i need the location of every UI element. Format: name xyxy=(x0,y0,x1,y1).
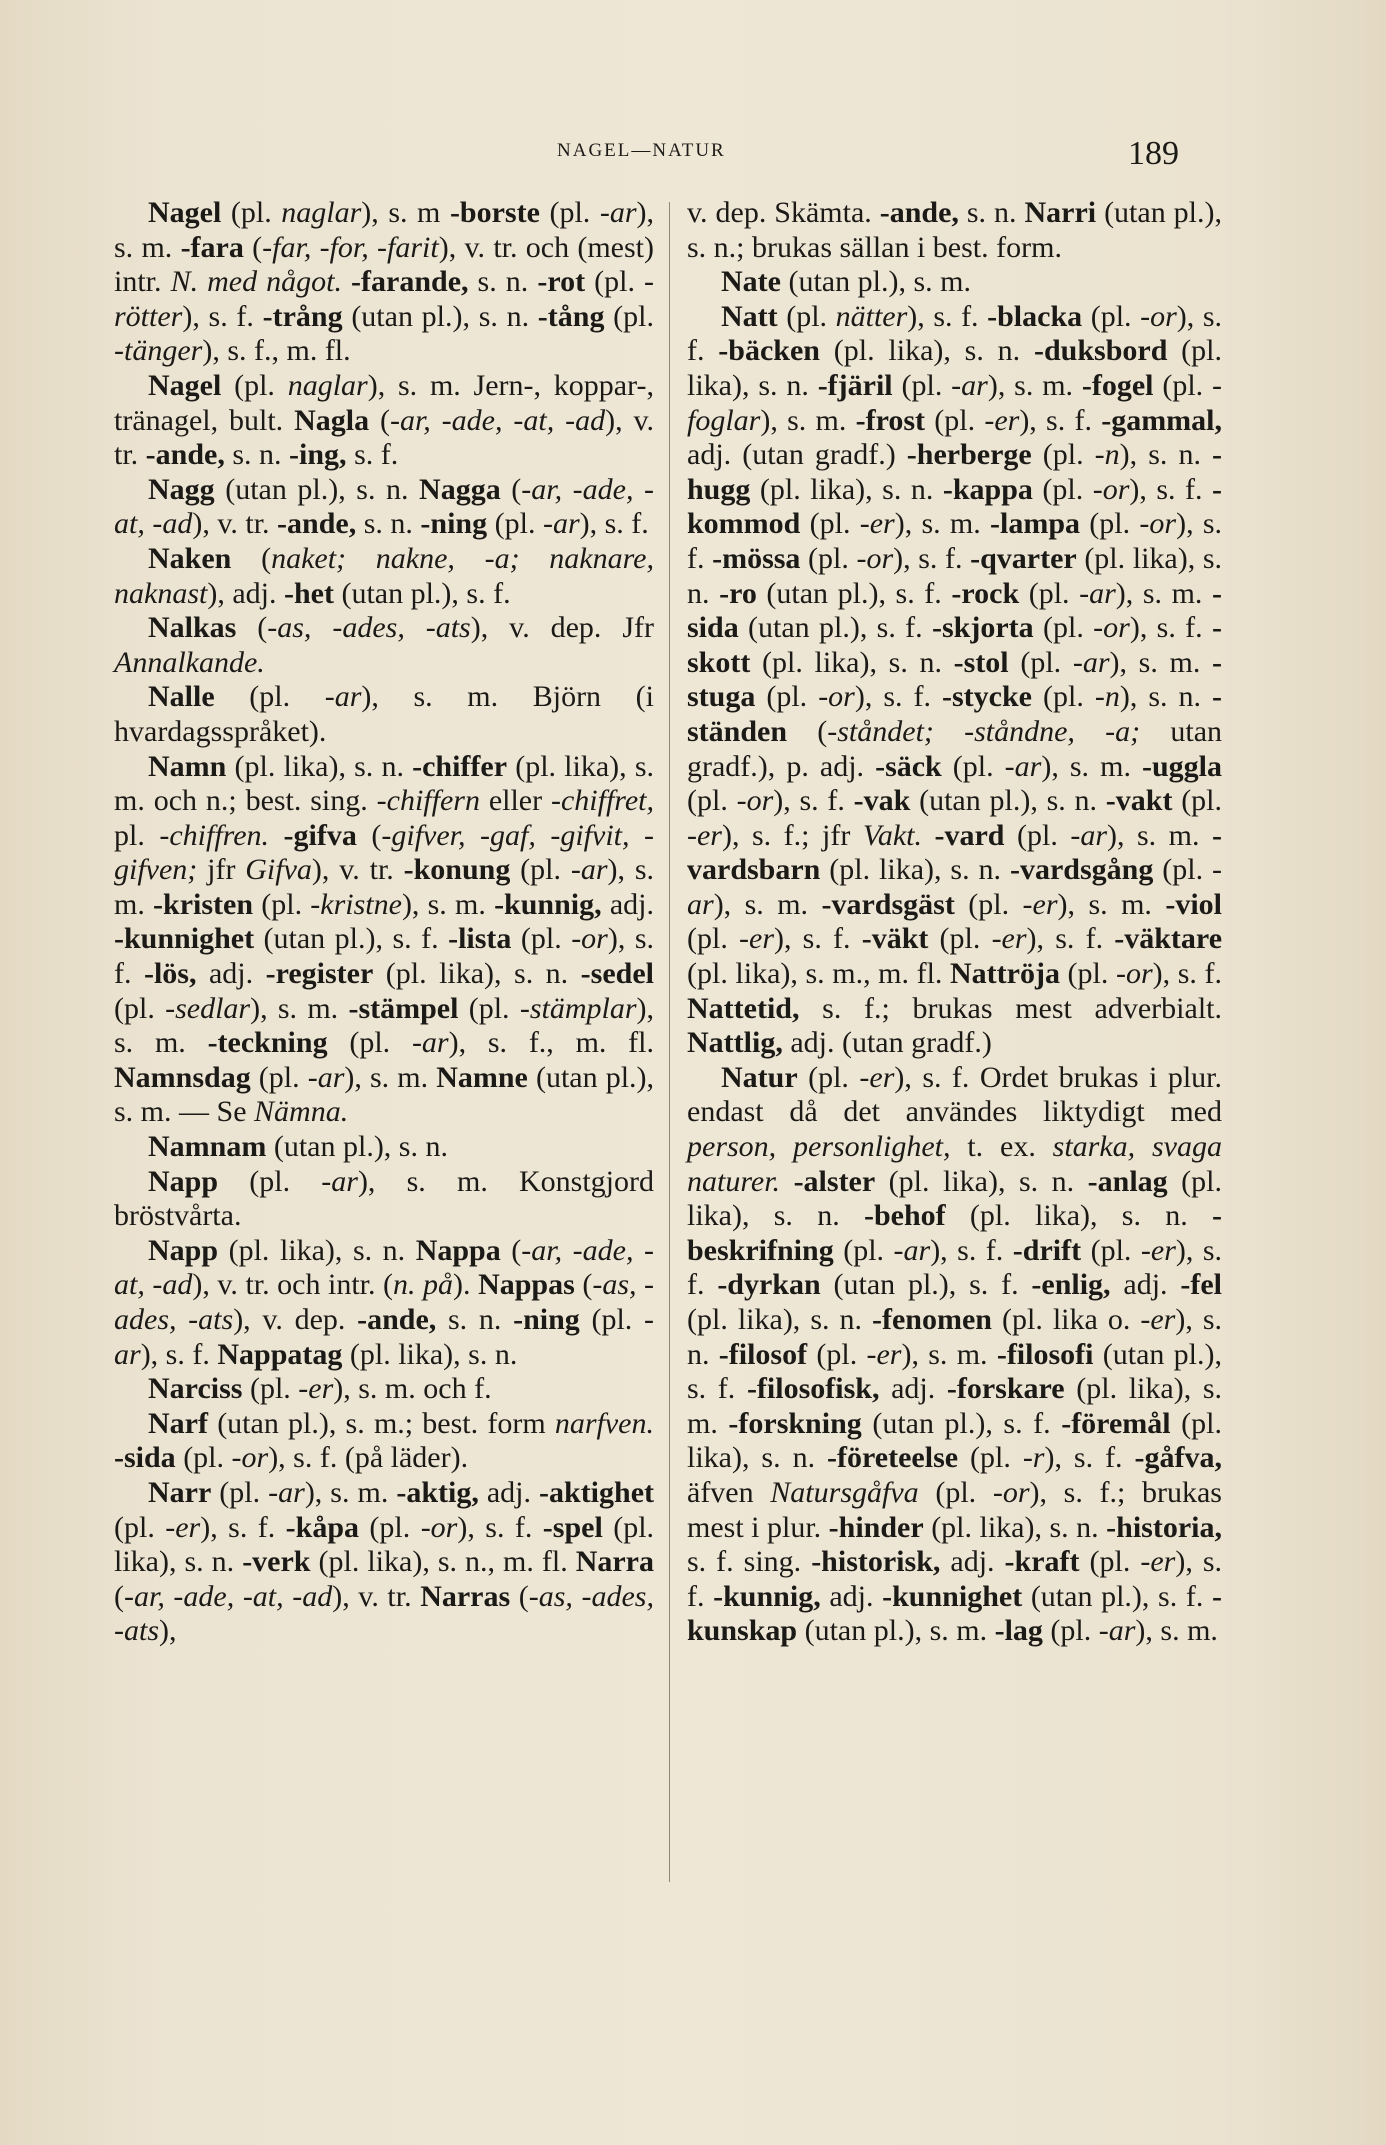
dictionary-entry: Narr (pl. -ar), s. m. -aktig, adj. -aktighet (pl. -er), s. f. -kåpa (pl. -or), s. f. -spel (pl. lika), s. n. -verk (pl. lika), s. n., m. fl. Narra (-ar, -ade, -at, -ad), v. tr. Narras (-as, -ades, -ats), xyxy=(114,1475,655,1648)
dictionary-entry: Natt (pl. nätter), s. f. -blacka (pl. -or), s. f. -bäcken (pl. lika), s. n. -duksbord (pl. lika), s. n. -fjäril (pl. -ar), s. m. -fogel (pl. -foglar), s. m. -frost (pl. -er), s. f. -gammal, adj. (utan gradf.) -herberge (pl. -n), s. n. -hugg (pl. lika), s. n. -kappa (pl. -or), s. f. -kommod (pl. -er), s. m. -lampa (pl. -or), s. f. -mössa (pl. -or), s. f. -qvarter (pl. lika), s. n. -ro (utan pl.), s. f. -rock (pl. -ar), s. m. -sida (utan pl.), s. f. -skjorta (pl. -or), s. f. -skott (pl. lika), s. n. -stol (pl. -ar), s. m. -stuga (pl. -or), s. f. -stycke (pl. -n), s. n. -ständen (-ståndet; -ståndne, -a; utan gradf.), p. adj. -säck (pl. -ar), s. m. -uggla (pl. -or), s. f. -vak (utan pl.), s. n. -vakt (pl. -er), s. f.; jfr Vakt. -vard (pl. -ar), s. m. -vardsbarn (pl. lika), s. n. -vardsgång (pl. -ar), s. m. -vardsgäst (pl. -er), s. m. -viol (pl. -er), s. f. -väkt (pl. -er), s. f. -väktare (pl. lika), s. m., m. fl. Nattröja (pl. -or), s. f. Nattetid, s. f.; brukas mest adverbialt. Nattlig, adj. (utan gradf.) xyxy=(687,299,1223,1060)
dictionary-entry: Nalkas (-as, -ades, -ats), v. dep. Jfr Annalkande. xyxy=(114,611,654,679)
dictionary-entry: Nate (utan pl.), s. m. xyxy=(721,265,971,299)
dictionary-entry: Narf (utan pl.), s. m.; best. form narfven. -sida (pl. -or), s. f. (på läder). xyxy=(114,1406,654,1475)
dictionary-entry: Nagel (pl. naglar), s. m. Jern-, koppar-, tränagel, bult. Nagla (-ar, -ade, -at, -ad), v. tr. -ande, s. n. -ing, s. f. xyxy=(114,368,655,472)
dictionary-entry: Napp (pl. -ar), s. m. Konstgjord bröstvårta. xyxy=(114,1164,655,1233)
column-divider xyxy=(669,202,670,1882)
dictionary-entry: Nagg (utan pl.), s. n. Nagga (-ar, -ade, -at, -ad), v. tr. -ande, s. n. -ning (pl. -ar), s. f. xyxy=(114,472,654,541)
dictionary-entry: Nagel (pl. naglar), s. m -borste (pl. -ar), s. m. -fara (-far, -for, -farit), v. tr. och (mest) intr. N. med något. -farande, s. n. -rot (pl. -rötter), s. f. -trång (utan pl.), s. n. -tång (pl. -tänger), s. f., m. fl. xyxy=(114,196,655,368)
dictionary-entry: v. dep. Skämta. -ande, s. n. Narri (utan pl.), s. n.; brukas sällan i best. form. xyxy=(687,196,1222,264)
dictionary-entry: Namn (pl. lika), s. n. -chiffer (pl. lika), s. m. och n.; best. sing. -chiffern eller -chiffret, pl. -chiffren. -gifva (-gifver, -gaf, -gifvit, -gifven; jfr Gifva), v. tr. -konung (pl. -ar), s. m. -kristen (pl. -kristne), s. m. -kunnig, adj. -kunnighet (utan pl.), s. f. -lista (pl. -or), s. f. -lös, adj. -register (pl. lika), s. n. -sedel (pl. -sedlar), s. m. -stämpel (pl. -stämplar), s. m. -teckning (pl. -ar), s. f., m. fl. Namnsdag (pl. -ar), s. m. Namne (utan pl.), s. m. — Se Nämna. xyxy=(114,749,655,1129)
dictionary-entry: Napp (pl. lika), s. n. Nappa (-ar, -ade, -at, -ad), v. tr. och intr. (n. på). Nappas (-as, -ades, -ats), v. dep. -ande, s. n. -ning (pl. -ar), s. f. Nappatag (pl. lika), s. n. xyxy=(114,1233,655,1371)
right-column xyxy=(687,196,1222,1649)
dictionary-entry: Nalle (pl. -ar), s. m. Björn (i hvardagsspråket). xyxy=(114,680,654,748)
page-number: 189 xyxy=(1128,135,1179,172)
running-head: NAGEL—NATUR xyxy=(557,140,726,161)
dictionary-entry: Narciss (pl. -er), s. m. och f. xyxy=(148,1372,492,1406)
dictionary-entry: Naken (naket; nakne, -a; naknare, naknast), adj. -het (utan pl.), s. f. xyxy=(114,541,654,610)
left-column xyxy=(114,196,654,1649)
dictionary-entry: Namnam (utan pl.), s. n. xyxy=(148,1130,448,1164)
dictionary-entry: Natur (pl. -er), s. f. Ordet brukas i plur. endast då det användes liktydigt med person, personlighet, t. ex. starka, svaga naturer. -alster (pl. lika), s. n. -anlag (pl. lika), s. n. -behof (pl. lika), s. n. -beskrifning (pl. -ar), s. f. -drift (pl. -er), s. f. -dyrkan (utan pl.), s. f. -enlig, adj. -fel (pl. lika), s. n. -fenomen (pl. lika o. -er), s. n. -filosof (pl. -er), s. m. -filosofi (utan pl.), s. f. -filosofisk, adj. -forskare (pl. lika), s. m. -forskning (utan pl.), s. f. -föremål (pl. lika), s. n. -företeelse (pl. -r), s. f. -gåfva, äfven Natursgåfva (pl. -or), s. f.; brukas mest i plur. -hinder (pl. lika), s. n. -historia, s. f. sing. -historisk, adj. -kraft (pl. -er), s. f. -kunnig, adj. -kunnighet (utan pl.), s. f. -kunskap (utan pl.), s. m. -lag (pl. -ar), s. m. xyxy=(687,1060,1223,1648)
